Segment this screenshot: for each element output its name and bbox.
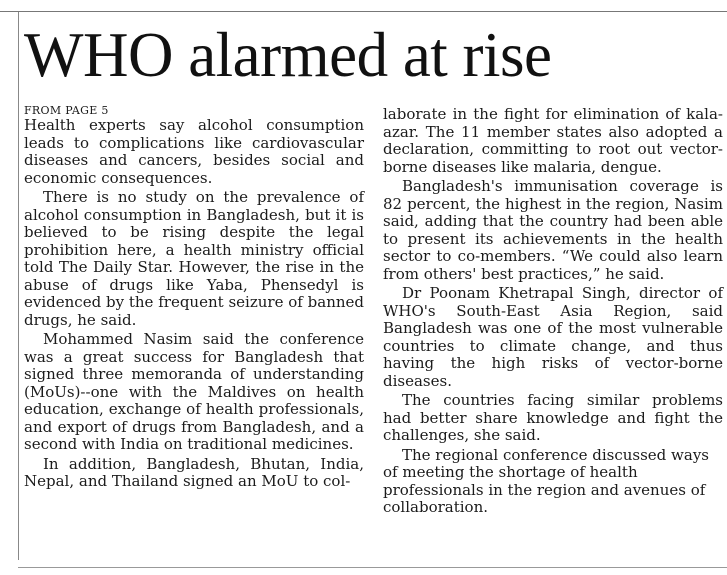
paragraph: The regional conference discussed ways of meeting the shortage of health professionals in the region and avenues of collaboration. (383, 445, 709, 516)
kicker: FROM PAGE 5 (24, 104, 109, 117)
paragraph: The countries facing similar problems had better share knowledge and fight the challenges, she said. (383, 391, 723, 444)
paragraph: Bangladesh's immunisation coverage is 82 percent, the highest in the region, Nasim said, adding that the country had been able to present its achievements in the health sector to co-members. “We could also learn from others' best practices,” he said. (383, 177, 723, 283)
column-rule-left (18, 12, 19, 560)
paragraph: Dr Poonam Khetrapal Singh, director of WHO's South-East Asia Region, said Bangladesh was one of the most vulnerable countries to climate change, and thus having the high risks of vector-borne diseases. (383, 284, 723, 390)
bottom-rule (18, 567, 727, 568)
paragraph: laborate in the fight for elimination of kala-azar. The 11 member states also adopted a declaration, committing to root out vector-borne diseases like malaria, dengue. (383, 105, 723, 176)
article-column-right (383, 106, 723, 517)
top-rule (0, 11, 727, 12)
paragraph: Health experts say alcohol consumption leads to complications like cardiovascular diseases and cancers, besides social and economic consequences. (24, 116, 364, 187)
paragraph: There is no study on the prevalence of alcohol consumption in Bangladesh, but it is believed to be rising despite the legal prohibition here, a health ministry official told The Daily Star. However, the rise in the abuse of drugs like Yaba, Phensedyl is evidenced by the frequent seizure of banned drugs, he said. (24, 188, 364, 329)
paragraph: Mohammed Nasim said the conference was a great success for Bangladesh that signed three memoranda of understanding (MoUs)--one with the Maldives on health education, exchange of health professionals, and export of drugs from Bangladesh, and a second with India on traditional medicines. (24, 330, 364, 453)
headline: WHO alarmed at rise (24, 20, 552, 90)
article-column-left (24, 104, 364, 491)
paragraph: In addition, Bangladesh, Bhutan, India, Nepal, and Thailand signed an MoU to col- (24, 454, 364, 490)
